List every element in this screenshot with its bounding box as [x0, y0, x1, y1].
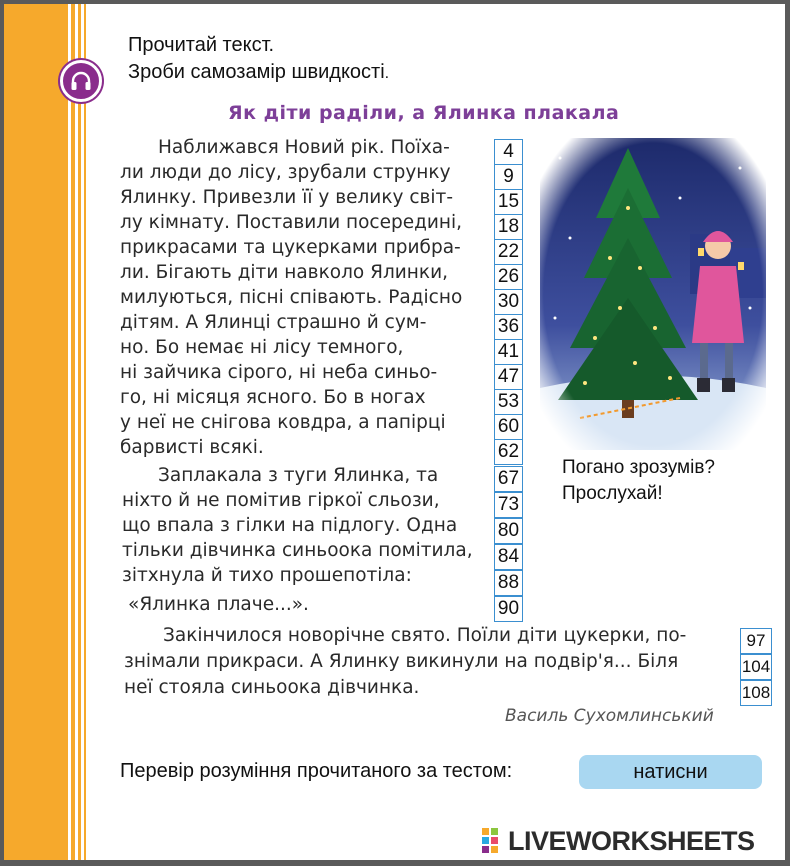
story-line: у неї не снігова ковдра, а папірці [120, 412, 446, 433]
story-line: дітям. А Ялинці страшно й сум- [120, 312, 427, 333]
word-count-box: 73 [494, 492, 523, 518]
instruction-read: Прочитай текст. [128, 34, 275, 56]
word-count-box: 80 [494, 518, 523, 544]
audio-play-button[interactable] [60, 60, 102, 102]
story-line: милуються, пісні співають. Радісно [120, 287, 463, 308]
story-line: «Ялинка плаче...». [128, 594, 309, 615]
word-count-box: 4 [494, 139, 523, 165]
story-line: що впала з гілки на підлогу. Одна [122, 515, 458, 536]
listen-prompt-question: Погано зрозумів? [562, 457, 716, 478]
word-count-box: 30 [494, 289, 523, 315]
instruction-self-test-period: . [384, 65, 390, 82]
word-count-box: 84 [494, 544, 523, 570]
story-line: тільки дівчинка синьоока помітила, [122, 540, 473, 561]
word-count-box: 53 [494, 389, 523, 415]
story-line: Закінчилося новорічне свято. Поїли діти цукерки, по- [163, 625, 687, 646]
side-decoration-stripe [78, 4, 81, 860]
story-line: прикрасами та цукерками прибра- [120, 237, 461, 258]
word-count-box: 22 [494, 239, 523, 265]
instruction-self-test-text: Зроби самозамір швидкості [128, 61, 385, 83]
word-count-box: 97 [740, 628, 772, 654]
story-line: ли. Бігають діти навколо Ялинки, [120, 262, 448, 283]
story-line: Наближався Новий рік. Поїха- [158, 137, 450, 158]
side-decoration-stripe [84, 4, 86, 860]
word-count-box: 18 [494, 214, 523, 240]
word-count-box: 90 [494, 596, 523, 622]
headphones-icon [69, 69, 93, 93]
story-line: ли люди до лісу, зрубали струнку [120, 162, 451, 183]
christmas-tree-illustration [540, 138, 766, 450]
story-line: ніхто й не помітив гіркої сльози, [122, 490, 440, 511]
story-line: лу кімнату. Поставили посередині, [120, 212, 463, 233]
word-count-box: 47 [494, 364, 523, 390]
word-count-box: 62 [494, 439, 523, 465]
liveworksheets-wordmark: LIVEWORKSHEETS [508, 826, 755, 856]
listen-prompt-action: Прослухай! [562, 483, 663, 504]
story-title: Як діти раділи, а Ялинка плакала [228, 102, 620, 124]
story-line: неї стояла синьоока дівчинка. [124, 677, 420, 698]
story-line: барвисті всякі. [120, 437, 264, 458]
story-line: знімали прикраси. А Ялинку викинули на подвір'я... Біля [124, 651, 679, 672]
test-prompt: Перевір розуміння прочитаного за тестом: [120, 760, 513, 782]
side-decoration-bar [4, 4, 68, 860]
word-count-box: 26 [494, 264, 523, 290]
word-count-box: 15 [494, 189, 523, 215]
instruction-self-test [128, 61, 389, 84]
story-author: Василь Сухомлинський [505, 706, 714, 726]
story-line: но. Бо немає ні лісу темного, [120, 337, 404, 358]
story-line: Ялинку. Привезли її у велику світ- [120, 187, 453, 208]
word-count-box: 88 [494, 570, 523, 596]
story-line: го, ні місяця ясного. Бо в ногах [120, 387, 426, 408]
liveworksheets-mark-icon [480, 824, 510, 856]
side-decoration-stripe [71, 4, 75, 860]
story-line: зітхнула й тихо прошепотіла: [122, 565, 412, 586]
word-count-box: 67 [494, 466, 523, 492]
word-count-box: 60 [494, 414, 523, 440]
test-open-button[interactable]: натисни [579, 755, 762, 789]
word-count-box: 36 [494, 314, 523, 340]
word-count-box: 41 [494, 339, 523, 365]
word-count-box: 104 [740, 654, 772, 680]
word-count-box: 108 [740, 680, 772, 706]
word-count-box: 9 [494, 164, 523, 190]
story-line: ні зайчика сірого, ні неба синьо- [120, 362, 438, 383]
story-line: Заплакала з туги Ялинка, та [158, 465, 439, 486]
